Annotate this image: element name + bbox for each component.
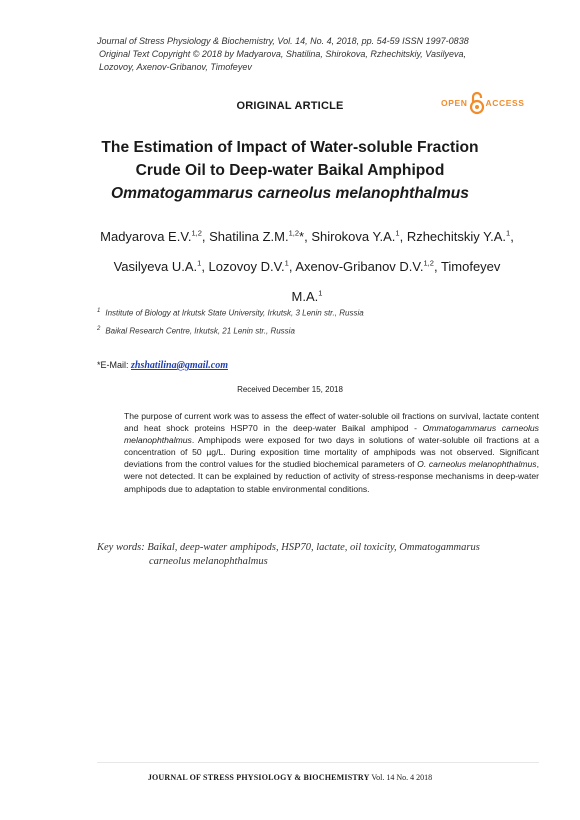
abstract: The purpose of current work was to assess the effect of water-soluble oil fractions on survival, lactate content and heat shock proteins HSP70 in the deep-water Baikal amphipod - Ommatogammarus carneolus melanophthalmus. Amphipods were exposed for two days in solutions of water-soluble oil fractions at a concentration of 50 µg/L. During exposition time mortality of amphipods was not observed. Significant deviations from the control values for the studied biochemical parameters of O. carneolus melanophthalmus, were not detected. It can be explained by reduction of activity of stress-response mechanisms in deep-water amphipods due to adaptation to stable environmental conditions.: [124, 411, 539, 494]
footer-divider: [97, 762, 539, 763]
author: Timofeyev M.A.$^1$: [291, 259, 501, 304]
species-name: O. carneolus melanophthalmus: [417, 459, 537, 470]
affiliation-2: [97, 326, 295, 336]
header-authors: Lozovoy, Axenov-Gribanov, Timofeyev: [99, 62, 252, 72]
open-access-right: ACCESS: [485, 98, 525, 108]
affiliation-number: 1: [97, 308, 101, 314]
email-label: *E-Mail:: [97, 360, 132, 370]
affiliation-text: Baikal Research Centre, Irkutsk, 21 Lenin str., Russia: [105, 326, 295, 336]
affiliation-number: 2: [97, 326, 101, 332]
title-line-2: Crude Oil to Deep-water Baikal Amphipod: [135, 162, 445, 179]
corresponding-email: [97, 360, 228, 371]
keywords-line-1: Key words: Baikal, deep-water amphipods, HSP70, lactate, oil toxicity, Ommatogammarus: [97, 542, 480, 553]
keywords: [97, 541, 539, 569]
footer-issue: Vol. 14 No. 4 2018: [369, 773, 433, 782]
open-access-left: OPEN: [441, 98, 468, 108]
article-title: [0, 136, 580, 205]
title-line-1: The Estimation of Impact of Water-soluble Fraction: [101, 139, 479, 156]
author: Rzhechitskiy Y.A.$^1$,: [406, 228, 514, 244]
author: Shirokova Y.A.$^1$,: [311, 228, 407, 244]
author: Madyarova E.V.$^{1,2}$,: [100, 228, 210, 244]
journal-header: [97, 35, 537, 74]
footer-journal: JOURNAL OF STRESS PHYSIOLOGY & BIOCHEMISTRY: [147, 773, 370, 782]
author-list: [97, 222, 517, 312]
open-access-logo: [441, 90, 525, 116]
affiliation-text: Institute of Biology at Irkutsk State University, Irkutsk, 3 Lenin str., Russia: [105, 308, 364, 318]
affiliation-1: [97, 308, 364, 318]
email-link[interactable]: zhshatilina@gmail.com: [131, 360, 228, 371]
open-lock-icon: [469, 91, 485, 115]
keywords-line-2: carneolus melanophthalmus: [149, 556, 268, 567]
author: Vasilyeva U.A.$^1$,: [113, 258, 209, 274]
author: Lozovoy D.V.$^1$,: [208, 258, 296, 274]
page-footer: [0, 773, 580, 782]
author: Shatilina Z.M.$^{1,2}$*,: [209, 228, 312, 244]
received-date: Received December 15, 2018: [237, 385, 343, 394]
species-name: Ommatogammarus carneolus melanophthalmus: [124, 423, 539, 446]
section-label: ORIGINAL ARTICLE: [236, 100, 344, 112]
header-citation: Journal of Stress Physiology & Biochemistry, Vol. 14, No. 4, 2018, pp. 54-59 ISSN 1997-0838: [97, 36, 469, 46]
title-species: Ommatogammarus carneolus melanophthalmus: [111, 185, 469, 202]
author: Axenov-Gribanov D.V.$^{1,2}$,: [295, 258, 441, 274]
header-copyright: Original Text Copyright © 2018 by Madyarova, Shatilina, Shirokova, Rzhechitskiy, Vasilyeva,: [99, 49, 466, 59]
